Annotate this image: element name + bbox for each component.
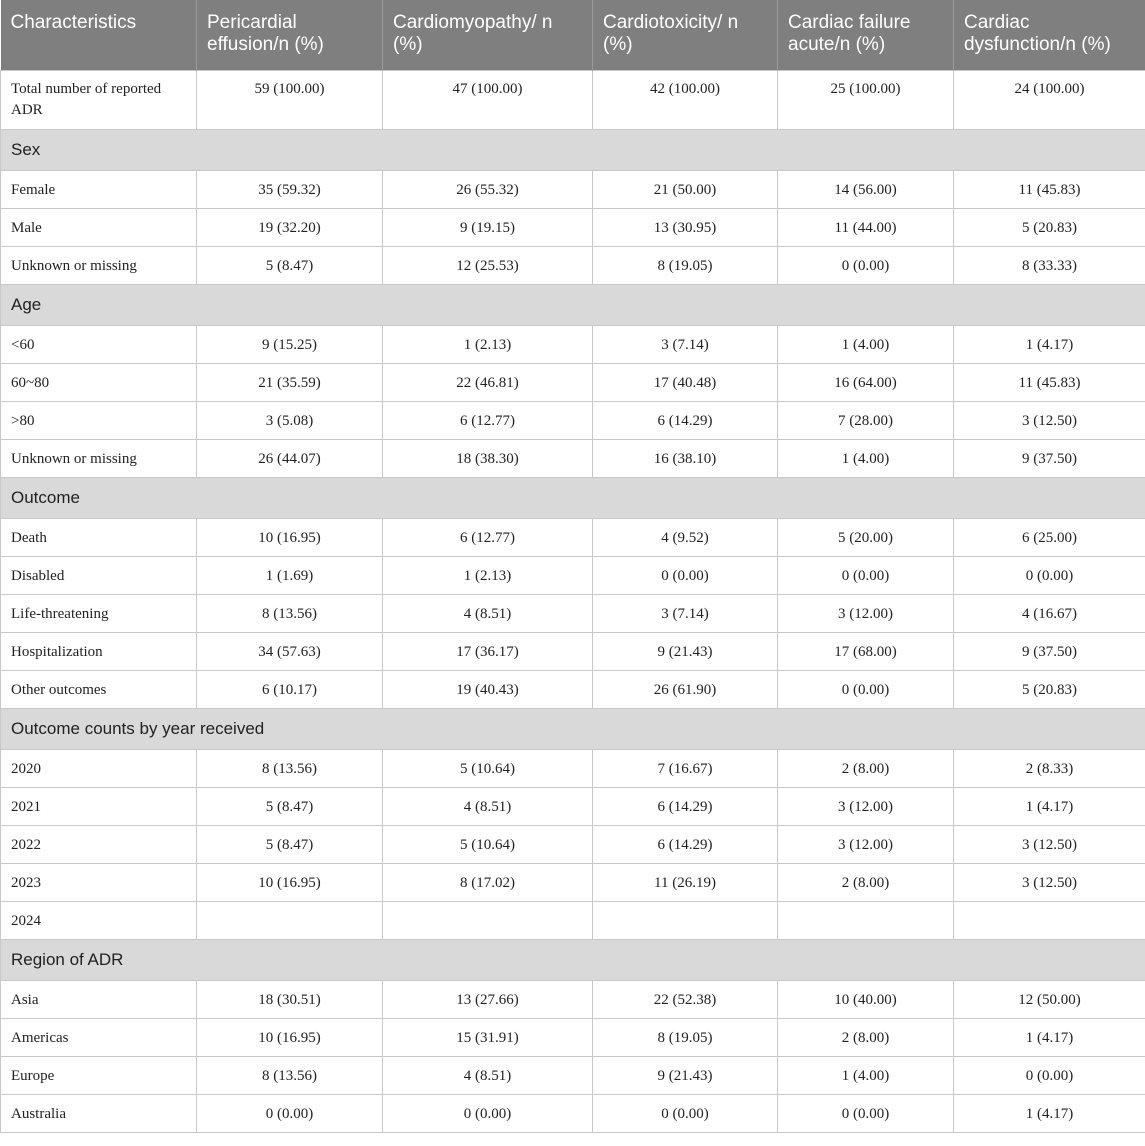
cell-cardiomyopathy: 12 (25.53) xyxy=(383,246,593,284)
cell-cardiac-dysfunction: 11 (45.83) xyxy=(954,170,1145,208)
cell-cardiomyopathy: 8 (17.02) xyxy=(383,863,593,901)
cell-cardiotoxicity: 7 (16.67) xyxy=(593,749,778,787)
cell-pericardial-effusion: 0 (0.00) xyxy=(197,1094,383,1132)
row-label: 2021 xyxy=(1,787,197,825)
cell-cardiomyopathy: 19 (40.43) xyxy=(383,670,593,708)
cell-pericardial-effusion: 1 (1.69) xyxy=(197,556,383,594)
row-label: Unknown or missing xyxy=(1,246,197,284)
cell-cardiac-dysfunction: 1 (4.17) xyxy=(954,1094,1145,1132)
cell-cardiac-failure-acute xyxy=(778,901,954,939)
cell-cardiotoxicity: 22 (52.38) xyxy=(593,980,778,1018)
row-label: Europe xyxy=(1,1056,197,1094)
cell-cardiac-dysfunction: 2 (8.33) xyxy=(954,749,1145,787)
section-row-outcome xyxy=(1,477,1145,518)
cell-cardiomyopathy: 17 (36.17) xyxy=(383,632,593,670)
cell-pericardial-effusion: 34 (57.63) xyxy=(197,632,383,670)
section-title: Sex xyxy=(1,129,1145,170)
cell-cardiac-dysfunction: 9 (37.50) xyxy=(954,439,1145,477)
row-label: 2024 xyxy=(1,901,197,939)
table-row xyxy=(1,170,1145,208)
row-label: 2020 xyxy=(1,749,197,787)
row-label: <60 xyxy=(1,325,197,363)
cell-cardiac-failure-acute: 3 (12.00) xyxy=(778,594,954,632)
cell-cardiotoxicity: 11 (26.19) xyxy=(593,863,778,901)
cell-pericardial-effusion: 10 (16.95) xyxy=(197,863,383,901)
cell-cardiotoxicity xyxy=(593,901,778,939)
cell-cardiac-dysfunction: 5 (20.83) xyxy=(954,670,1145,708)
cell-pericardial-effusion: 5 (8.47) xyxy=(197,787,383,825)
table-row xyxy=(1,439,1145,477)
cell-cardiotoxicity: 9 (21.43) xyxy=(593,632,778,670)
row-label: Americas xyxy=(1,1018,197,1056)
row-label: Australia xyxy=(1,1094,197,1132)
cell-cardiac-dysfunction xyxy=(954,901,1145,939)
cell-cardiac-failure-acute: 2 (8.00) xyxy=(778,749,954,787)
row-label: Unknown or missing xyxy=(1,439,197,477)
table-row xyxy=(1,1018,1145,1056)
cell-cardiac-failure-acute: 0 (0.00) xyxy=(778,1094,954,1132)
cell-cardiomyopathy: 4 (8.51) xyxy=(383,1056,593,1094)
row-label: Total number of reported ADR xyxy=(1,70,197,129)
cell-pericardial-effusion: 19 (32.20) xyxy=(197,208,383,246)
cell-cardiac-failure-acute: 0 (0.00) xyxy=(778,246,954,284)
cell-cardiac-failure-acute: 0 (0.00) xyxy=(778,556,954,594)
cell-cardiotoxicity: 3 (7.14) xyxy=(593,594,778,632)
cell-cardiomyopathy: 22 (46.81) xyxy=(383,363,593,401)
table-row xyxy=(1,518,1145,556)
row-label: Male xyxy=(1,208,197,246)
cell-cardiac-failure-acute: 2 (8.00) xyxy=(778,863,954,901)
table-header xyxy=(1,0,1145,70)
cell-cardiomyopathy: 47 (100.00) xyxy=(383,70,593,129)
row-label: Life-threatening xyxy=(1,594,197,632)
table-row xyxy=(1,632,1145,670)
cell-cardiac-failure-acute: 1 (4.00) xyxy=(778,325,954,363)
cell-cardiac-dysfunction: 4 (16.67) xyxy=(954,594,1145,632)
table-row xyxy=(1,749,1145,787)
cell-cardiomyopathy: 9 (19.15) xyxy=(383,208,593,246)
cell-cardiac-dysfunction: 1 (4.17) xyxy=(954,325,1145,363)
header-cardiac-dysfunction: Cardiac dysfunction/n (%) xyxy=(954,0,1145,70)
header-cardiac-failure-acute: Cardiac failure acute/n (%) xyxy=(778,0,954,70)
cell-cardiotoxicity: 0 (0.00) xyxy=(593,1094,778,1132)
table-row xyxy=(1,901,1145,939)
cell-cardiomyopathy: 13 (27.66) xyxy=(383,980,593,1018)
header-cardiotoxicity: Cardiotoxicity/ n (%) xyxy=(593,0,778,70)
row-label: Female xyxy=(1,170,197,208)
cell-cardiac-dysfunction: 11 (45.83) xyxy=(954,363,1145,401)
cell-pericardial-effusion: 3 (5.08) xyxy=(197,401,383,439)
cell-pericardial-effusion: 9 (15.25) xyxy=(197,325,383,363)
cell-cardiac-failure-acute: 0 (0.00) xyxy=(778,670,954,708)
cell-cardiotoxicity: 42 (100.00) xyxy=(593,70,778,129)
section-row-region xyxy=(1,939,1145,980)
cell-cardiomyopathy: 1 (2.13) xyxy=(383,325,593,363)
cell-cardiac-failure-acute: 5 (20.00) xyxy=(778,518,954,556)
cell-cardiomyopathy: 4 (8.51) xyxy=(383,787,593,825)
row-label: Disabled xyxy=(1,556,197,594)
cell-cardiac-failure-acute: 16 (64.00) xyxy=(778,363,954,401)
table-row xyxy=(1,556,1145,594)
header-characteristics: Characteristics xyxy=(1,0,197,70)
row-label: Other outcomes xyxy=(1,670,197,708)
cell-cardiac-failure-acute: 3 (12.00) xyxy=(778,825,954,863)
table-row xyxy=(1,670,1145,708)
table-row xyxy=(1,594,1145,632)
cell-pericardial-effusion: 26 (44.07) xyxy=(197,439,383,477)
cell-cardiac-failure-acute: 25 (100.00) xyxy=(778,70,954,129)
cell-cardiomyopathy: 26 (55.32) xyxy=(383,170,593,208)
row-label: 2023 xyxy=(1,863,197,901)
cell-cardiac-failure-acute: 7 (28.00) xyxy=(778,401,954,439)
cell-cardiac-dysfunction: 6 (25.00) xyxy=(954,518,1145,556)
cell-cardiotoxicity: 6 (14.29) xyxy=(593,825,778,863)
cell-cardiac-dysfunction: 8 (33.33) xyxy=(954,246,1145,284)
section-row-year-received xyxy=(1,708,1145,749)
cell-cardiomyopathy xyxy=(383,901,593,939)
cell-cardiac-failure-acute: 11 (44.00) xyxy=(778,208,954,246)
cell-cardiac-failure-acute: 10 (40.00) xyxy=(778,980,954,1018)
cell-cardiotoxicity: 3 (7.14) xyxy=(593,325,778,363)
row-label: 2022 xyxy=(1,825,197,863)
table-row xyxy=(1,787,1145,825)
cell-cardiac-failure-acute: 17 (68.00) xyxy=(778,632,954,670)
cell-pericardial-effusion: 8 (13.56) xyxy=(197,749,383,787)
header-pericardial-effusion: Pericardial effusion/n (%) xyxy=(197,0,383,70)
cell-cardiotoxicity: 26 (61.90) xyxy=(593,670,778,708)
cell-pericardial-effusion: 5 (8.47) xyxy=(197,825,383,863)
table-row xyxy=(1,208,1145,246)
cell-cardiotoxicity: 8 (19.05) xyxy=(593,246,778,284)
cell-cardiomyopathy: 4 (8.51) xyxy=(383,594,593,632)
row-label: Asia xyxy=(1,980,197,1018)
cell-cardiomyopathy: 15 (31.91) xyxy=(383,1018,593,1056)
cell-cardiotoxicity: 8 (19.05) xyxy=(593,1018,778,1056)
cell-cardiac-failure-acute: 3 (12.00) xyxy=(778,787,954,825)
cell-cardiac-dysfunction: 3 (12.50) xyxy=(954,401,1145,439)
cell-cardiotoxicity: 6 (14.29) xyxy=(593,401,778,439)
cell-cardiac-dysfunction: 0 (0.00) xyxy=(954,1056,1145,1094)
cell-pericardial-effusion xyxy=(197,901,383,939)
cell-pericardial-effusion: 18 (30.51) xyxy=(197,980,383,1018)
cell-cardiac-failure-acute: 2 (8.00) xyxy=(778,1018,954,1056)
cell-cardiac-dysfunction: 3 (12.50) xyxy=(954,863,1145,901)
table-row xyxy=(1,1056,1145,1094)
total-row xyxy=(1,70,1145,129)
cell-cardiac-dysfunction: 1 (4.17) xyxy=(954,787,1145,825)
section-title: Age xyxy=(1,284,1145,325)
row-label: 60~80 xyxy=(1,363,197,401)
section-row-age xyxy=(1,284,1145,325)
cell-pericardial-effusion: 21 (35.59) xyxy=(197,363,383,401)
section-row-sex xyxy=(1,129,1145,170)
header-cardiomyopathy: Cardiomyopathy/ n (%) xyxy=(383,0,593,70)
cell-pericardial-effusion: 35 (59.32) xyxy=(197,170,383,208)
cell-cardiotoxicity: 13 (30.95) xyxy=(593,208,778,246)
cell-cardiotoxicity: 17 (40.48) xyxy=(593,363,778,401)
cell-cardiomyopathy: 1 (2.13) xyxy=(383,556,593,594)
row-label: >80 xyxy=(1,401,197,439)
cell-cardiac-dysfunction: 12 (50.00) xyxy=(954,980,1145,1018)
table-body xyxy=(1,70,1145,1132)
cell-pericardial-effusion: 6 (10.17) xyxy=(197,670,383,708)
table-row xyxy=(1,363,1145,401)
cell-cardiomyopathy: 18 (38.30) xyxy=(383,439,593,477)
cell-cardiac-failure-acute: 14 (56.00) xyxy=(778,170,954,208)
cell-cardiomyopathy: 6 (12.77) xyxy=(383,518,593,556)
section-title: Outcome counts by year received xyxy=(1,708,1145,749)
cell-cardiac-failure-acute: 1 (4.00) xyxy=(778,439,954,477)
cell-cardiotoxicity: 6 (14.29) xyxy=(593,787,778,825)
cell-cardiac-dysfunction: 0 (0.00) xyxy=(954,556,1145,594)
cell-cardiotoxicity: 4 (9.52) xyxy=(593,518,778,556)
cell-cardiac-dysfunction: 24 (100.00) xyxy=(954,70,1145,129)
cell-cardiac-dysfunction: 9 (37.50) xyxy=(954,632,1145,670)
cell-cardiac-dysfunction: 3 (12.50) xyxy=(954,825,1145,863)
cell-cardiac-failure-acute: 1 (4.00) xyxy=(778,1056,954,1094)
row-label: Death xyxy=(1,518,197,556)
cell-cardiotoxicity: 9 (21.43) xyxy=(593,1056,778,1094)
section-title: Outcome xyxy=(1,477,1145,518)
cell-pericardial-effusion: 8 (13.56) xyxy=(197,594,383,632)
cell-cardiac-dysfunction: 1 (4.17) xyxy=(954,1018,1145,1056)
cell-cardiotoxicity: 21 (50.00) xyxy=(593,170,778,208)
row-label: Hospitalization xyxy=(1,632,197,670)
cell-pericardial-effusion: 5 (8.47) xyxy=(197,246,383,284)
table-row xyxy=(1,825,1145,863)
cell-pericardial-effusion: 10 (16.95) xyxy=(197,1018,383,1056)
cell-cardiomyopathy: 5 (10.64) xyxy=(383,825,593,863)
cell-pericardial-effusion: 59 (100.00) xyxy=(197,70,383,129)
table-row xyxy=(1,246,1145,284)
cell-cardiotoxicity: 16 (38.10) xyxy=(593,439,778,477)
cell-pericardial-effusion: 10 (16.95) xyxy=(197,518,383,556)
cell-cardiomyopathy: 5 (10.64) xyxy=(383,749,593,787)
table-row xyxy=(1,1094,1145,1132)
table-row xyxy=(1,980,1145,1018)
cell-cardiomyopathy: 0 (0.00) xyxy=(383,1094,593,1132)
cell-cardiomyopathy: 6 (12.77) xyxy=(383,401,593,439)
table-row xyxy=(1,325,1145,363)
section-title: Region of ADR xyxy=(1,939,1145,980)
table-row xyxy=(1,401,1145,439)
cell-cardiac-dysfunction: 5 (20.83) xyxy=(954,208,1145,246)
cell-pericardial-effusion: 8 (13.56) xyxy=(197,1056,383,1094)
table-row xyxy=(1,863,1145,901)
header-row xyxy=(1,0,1145,70)
cell-cardiotoxicity: 0 (0.00) xyxy=(593,556,778,594)
